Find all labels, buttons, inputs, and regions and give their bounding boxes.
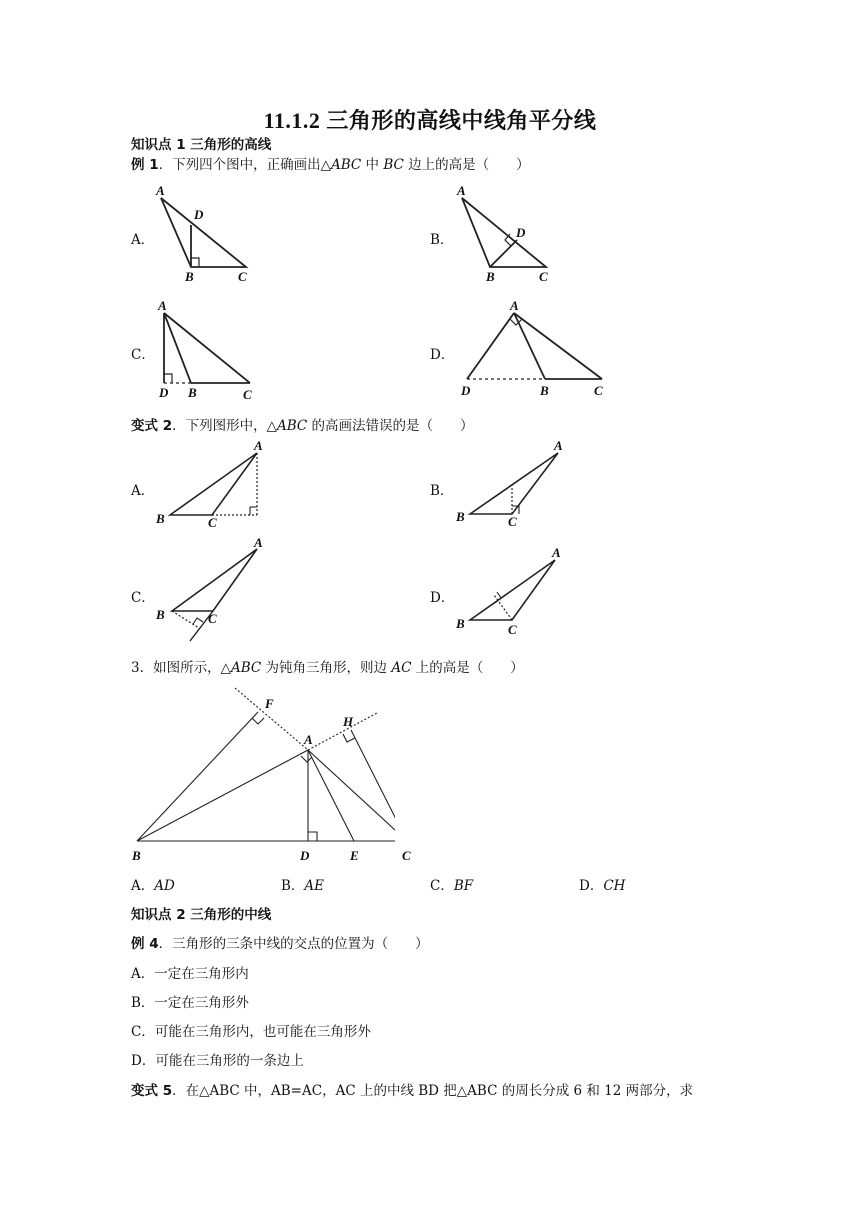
- label-c: C: [238, 269, 247, 284]
- label-a: A: [158, 298, 167, 313]
- q1-figure-b: [450, 180, 560, 285]
- label-b: B: [540, 383, 549, 398]
- right-angle-mark: [505, 234, 511, 246]
- label-b: B: [156, 607, 165, 622]
- altitude-bf: [137, 712, 258, 841]
- question-3-text: 3．如图所示，△: [131, 660, 231, 676]
- label-c: C: [243, 387, 252, 402]
- label-c: C: [539, 269, 548, 284]
- q3-option-b-value: AE: [304, 878, 325, 894]
- q4-option-c[interactable]: C．可能在三角形内，也可能在三角形外: [131, 1024, 371, 1040]
- q2-abc: ABC: [276, 418, 308, 434]
- triangle-abc: [172, 549, 257, 611]
- question-5-label: 变式 5: [131, 1083, 173, 1099]
- label-a: A: [304, 732, 313, 747]
- q3-option-b[interactable]: [281, 874, 324, 894]
- altitude-line: [467, 313, 514, 379]
- label-a: A: [254, 535, 263, 550]
- question-2-label: 变式 2: [131, 418, 173, 434]
- question-3: [131, 656, 524, 676]
- q2-option-c[interactable]: C．: [131, 590, 155, 606]
- q3-option-c-value: BF: [453, 878, 474, 894]
- label-c: C: [508, 514, 517, 529]
- q3-option-c-letter: C．: [430, 878, 454, 894]
- label-h: H: [343, 714, 354, 729]
- q2-figure-c: [150, 535, 275, 645]
- question-4: [131, 932, 429, 952]
- label-a: A: [510, 298, 519, 313]
- label-c: C: [594, 383, 603, 398]
- segment-ae: [308, 750, 354, 841]
- label-d: D: [194, 207, 204, 222]
- q3-mid: 为钝角三角形，则边: [261, 660, 392, 676]
- right-angle-mark: [191, 258, 199, 267]
- label-f: F: [265, 696, 274, 711]
- label-d: D: [461, 383, 471, 398]
- question-1-label: 例 1: [131, 157, 159, 173]
- page-title: 11.1.2 三角形的高线中线角平分线: [263, 108, 597, 133]
- q2-figure-a: [150, 435, 275, 530]
- side-ac: [308, 750, 395, 841]
- q1-option-b[interactable]: B．: [430, 232, 454, 248]
- q3-option-b-letter: B．: [281, 878, 305, 894]
- side-ab: [137, 750, 308, 841]
- right-angle-mark: [164, 374, 172, 383]
- q3-post: 上的高是（ ）: [411, 660, 524, 676]
- label-b: B: [456, 616, 465, 631]
- q2-figure-b: [452, 435, 572, 530]
- altitude-line: [494, 595, 512, 620]
- q3-option-d[interactable]: [579, 874, 625, 894]
- question-5: [131, 1079, 693, 1099]
- label-a: A: [254, 438, 263, 453]
- triangle-abc: [470, 560, 555, 620]
- q3-figure-c-label: [395, 835, 425, 865]
- q1-post: 边上的高是（ ）: [403, 157, 530, 173]
- label-d: D: [300, 848, 310, 863]
- q2-figure-d: [452, 540, 572, 640]
- label-b: B: [188, 385, 197, 400]
- q1-option-a[interactable]: A．: [131, 232, 155, 248]
- q1-option-d[interactable]: D．: [430, 347, 455, 363]
- q1-figure-d: [455, 295, 615, 405]
- q3-ac: AC: [391, 660, 412, 676]
- q3-option-a-letter: A．: [131, 878, 155, 894]
- label-c: C: [508, 622, 517, 637]
- question-2: [131, 414, 474, 434]
- q2-option-d[interactable]: D．: [430, 590, 455, 606]
- question-1: [131, 153, 530, 173]
- label-c: C: [402, 848, 411, 863]
- q1-option-c[interactable]: C．: [131, 347, 155, 363]
- q1-abc: ABC: [330, 157, 362, 173]
- q3-option-d-letter: D．: [579, 878, 604, 894]
- q1-figure-a: [150, 180, 260, 285]
- q3-figure: [125, 680, 395, 870]
- q1-mid: 中: [361, 157, 384, 173]
- question-4-label: 例 4: [131, 936, 159, 952]
- question-4-text: ．三角形的三条中线的交点的位置为（ ）: [158, 936, 429, 952]
- label-d: D: [516, 225, 526, 240]
- right-angle-mark: [193, 618, 203, 624]
- label-b: B: [486, 269, 495, 284]
- q3-option-c[interactable]: [430, 874, 473, 894]
- section-heading-median: 知识点 2 三角形的中线: [131, 907, 272, 923]
- label-b: B: [132, 848, 141, 863]
- side-ac: [514, 313, 602, 379]
- right-angle-mark-f: [252, 718, 264, 724]
- q3-abc: ABC: [230, 660, 262, 676]
- section-heading-altitude: 知识点 1 三角形的高线: [131, 137, 272, 153]
- label-b: B: [185, 269, 194, 284]
- altitude-line: [490, 240, 517, 267]
- label-a: A: [156, 183, 165, 198]
- label-a: A: [554, 438, 563, 453]
- label-b: B: [156, 511, 165, 526]
- q3-option-a-value: AD: [154, 878, 175, 894]
- triangle-abc: [161, 198, 246, 267]
- altitude-line: [172, 611, 199, 628]
- right-angle-mark-d: [308, 832, 317, 841]
- question-2-text: ．下列图形中，△: [172, 418, 277, 434]
- triangle-abc: [170, 453, 257, 515]
- label-d: D: [159, 385, 169, 400]
- label-b: B: [456, 509, 465, 524]
- q2-option-b[interactable]: B．: [430, 483, 454, 499]
- label-c: C: [208, 611, 217, 626]
- q4-option-d[interactable]: D．可能在三角形的一条边上: [131, 1053, 304, 1069]
- q3-option-d-value: CH: [603, 878, 626, 894]
- right-angle-mark-a: [301, 756, 312, 762]
- label-a: A: [552, 545, 561, 560]
- q4-option-a[interactable]: A．一定在三角形内: [131, 966, 249, 982]
- question-1-text: ．下列四个图中，正确画出△: [158, 157, 331, 173]
- q4-option-b[interactable]: B．一定在三角形外: [131, 995, 249, 1011]
- q1-figure-c: [150, 295, 260, 405]
- q2-option-a[interactable]: A．: [131, 483, 155, 499]
- q2-post: 的高画法错误的是（ ）: [307, 418, 474, 434]
- triangle-abc: [470, 453, 558, 514]
- label-e: E: [350, 848, 359, 863]
- triangle-abc: [462, 198, 546, 267]
- q3-option-a[interactable]: [131, 874, 175, 894]
- q1-bc: BC: [383, 157, 404, 173]
- label-c: C: [208, 515, 217, 530]
- question-5-text: ．在△ABC 中，AB=AC，AC 上的中线 BD 把△ABC 的周长分成 6 和 12 两部分，求: [172, 1083, 694, 1099]
- label-a: A: [457, 183, 466, 198]
